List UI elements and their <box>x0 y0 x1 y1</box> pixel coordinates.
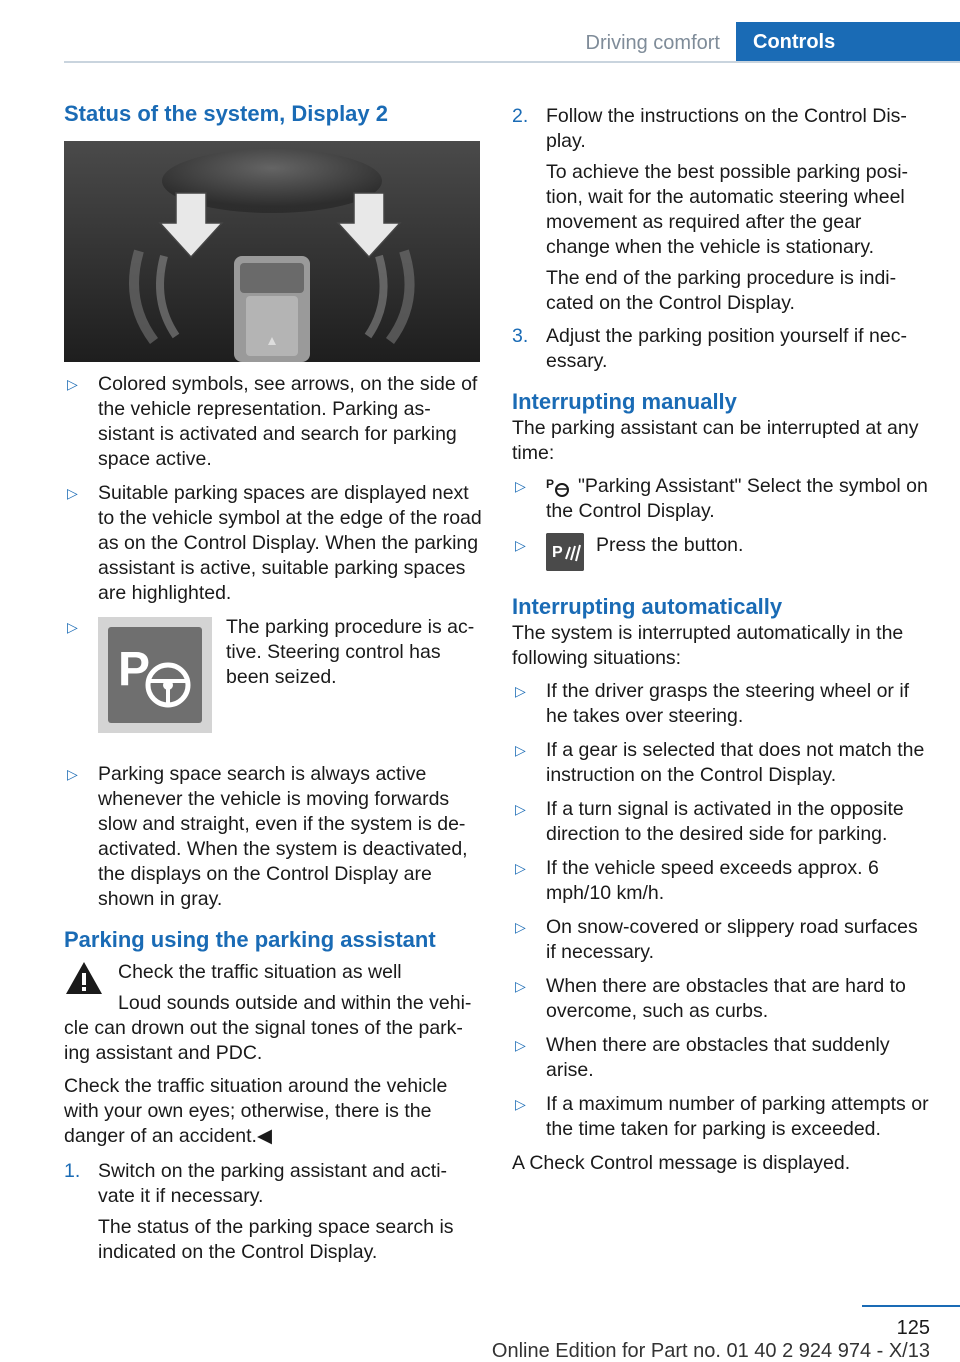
list-item-text: When there are obstacles that are hard to overcome, such as curbs. <box>546 975 906 1022</box>
warning-text: Loud sounds outside and within the vehi- cle can drown out the signal tones of the park- ing assistant and PDC. <box>64 992 472 1064</box>
list-item-text: "Parking Assistant" Select the symbol on the Control Display. <box>546 475 928 522</box>
list-item <box>512 856 930 906</box>
manual-intro: The parking assistant can be interrupted at any time: <box>512 417 919 464</box>
manual-heading: Interrupting manually <box>512 389 737 414</box>
step-subtext: The status of the parking space search is indicated on the Control Display. <box>98 1216 454 1263</box>
list-item-text: If a gear is selected that does not match the instruction on the Control Display. <box>546 739 925 786</box>
footer-divider <box>862 1305 960 1307</box>
step-number: 1. <box>64 1160 81 1182</box>
step-number: 2. <box>512 105 529 127</box>
display-figure <box>64 141 480 362</box>
bullet-marker: ▷ <box>515 1037 526 1053</box>
edition-text: Online Edition for Part no. 01 40 2 924 974 - X/13 <box>491 1340 930 1362</box>
list-item <box>64 615 482 753</box>
list-item-text: If a maximum number of parking attempts or the time taken for parking is exceeded. <box>546 1093 929 1140</box>
bullet-marker: ▷ <box>515 537 526 553</box>
list-item <box>512 974 930 1024</box>
bullet-marker: ▷ <box>515 1096 526 1112</box>
parking-sensor-icon <box>546 476 572 498</box>
bullet-marker: ▷ <box>515 683 526 699</box>
bullet-marker: ▷ <box>515 919 526 935</box>
step-number: 3. <box>512 325 529 347</box>
list-item <box>512 915 930 965</box>
svg-text:P: P <box>118 643 151 696</box>
list-item-text: If the vehicle speed exceeds approx. 6 mph/10 km/h. <box>546 857 879 904</box>
list-item-text: On snow-covered or slippery road surfaces if necessary. <box>546 916 918 963</box>
left-column <box>64 100 482 1273</box>
auto-heading: Interrupting automatically <box>512 594 783 619</box>
page-number: 125 <box>896 1317 930 1339</box>
svg-text:P: P <box>552 544 563 561</box>
list-item <box>64 481 482 606</box>
list-item-text: The parking procedure is ac- tive. Steering control has been seized. <box>226 616 475 688</box>
numbered-step <box>512 324 930 374</box>
step-text: Adjust the parking position yourself if nec- essary. <box>546 325 907 372</box>
parking-heading: Parking using the parking assistant <box>64 927 436 952</box>
step-subtext: The end of the parking procedure is indi- cated on the Control Display. <box>546 267 897 314</box>
bullet-marker: ▷ <box>515 978 526 994</box>
list-item <box>512 474 930 524</box>
warning-triangle-icon <box>64 960 104 996</box>
parking-steering-icon <box>98 617 212 733</box>
bullet-marker: ▷ <box>67 766 78 782</box>
bullet-marker: ▷ <box>67 619 78 635</box>
vehicle-display-image <box>64 141 480 362</box>
list-item-text: Parking space search is always active whenever the vehicle is moving forwards slow and straight, even if the system is de- activated. When the system is deactivated, the displays on the Control Display are shown in gray. <box>98 763 468 910</box>
header-section-title: Driving comfort <box>585 32 720 54</box>
numbered-step <box>512 104 930 316</box>
closing-text: A Check Control message is displayed. <box>512 1152 851 1174</box>
bullet-marker: ▷ <box>515 478 526 494</box>
bullet-marker: ▷ <box>515 801 526 817</box>
warning-title: Check the traffic situation as well <box>118 961 402 983</box>
list-item <box>512 1092 930 1142</box>
bullet-marker: ▷ <box>515 860 526 876</box>
list-item <box>512 533 930 573</box>
bullet-marker: ▷ <box>67 376 78 392</box>
list-item-text: Press the button. <box>596 534 744 556</box>
list-item <box>512 1033 930 1083</box>
step-subtext: To achieve the best possible parking posi- tion, wait for the automatic steering wheel movement as required after the gear change when the vehicle is stationary. <box>546 161 909 258</box>
list-item-text: When there are obstacles that suddenly arise. <box>546 1034 890 1081</box>
step-text: Follow the instructions on the Control Dis- play. <box>546 105 907 152</box>
auto-intro: The system is interrupted automatically in the following situations: <box>512 622 904 669</box>
status-heading: Status of the system, Display 2 <box>64 101 388 126</box>
header-tab-controls: Controls <box>736 22 960 63</box>
list-item <box>512 738 930 788</box>
parking-assistant-button-icon <box>546 533 584 571</box>
step-text: Switch on the parking assistant and acti- vate it if necessary. <box>98 1160 448 1207</box>
list-item-text: Suitable parking spaces are displayed next to the vehicle symbol at the edge of the road as on the Control Display. When the parking assistant is active, suitable parking spaces are highlighted. <box>98 482 482 604</box>
svg-text:P: P <box>546 476 555 491</box>
warning-block <box>64 960 482 985</box>
list-item <box>512 679 930 729</box>
list-item-text: If a turn signal is activated in the opposite direction to the desired side for parking. <box>546 798 904 845</box>
list-item-text: Colored symbols, see arrows, on the side of the vehicle representation. Parking as- sistant is activated and search for parking space active. <box>98 373 478 470</box>
list-item <box>64 762 482 912</box>
header-divider <box>64 61 960 63</box>
list-item <box>512 797 930 847</box>
bullet-marker: ▷ <box>67 485 78 501</box>
warning-text-2: Check the traffic situation around the vehicle with your own eyes; otherwise, there is the danger of an accident.◀ <box>64 1075 448 1147</box>
list-item <box>64 372 482 472</box>
bullet-marker: ▷ <box>515 742 526 758</box>
list-item-text: If the driver grasps the steering wheel or if he takes over steering. <box>546 680 910 727</box>
numbered-step <box>64 1159 482 1265</box>
right-column <box>512 104 930 1184</box>
